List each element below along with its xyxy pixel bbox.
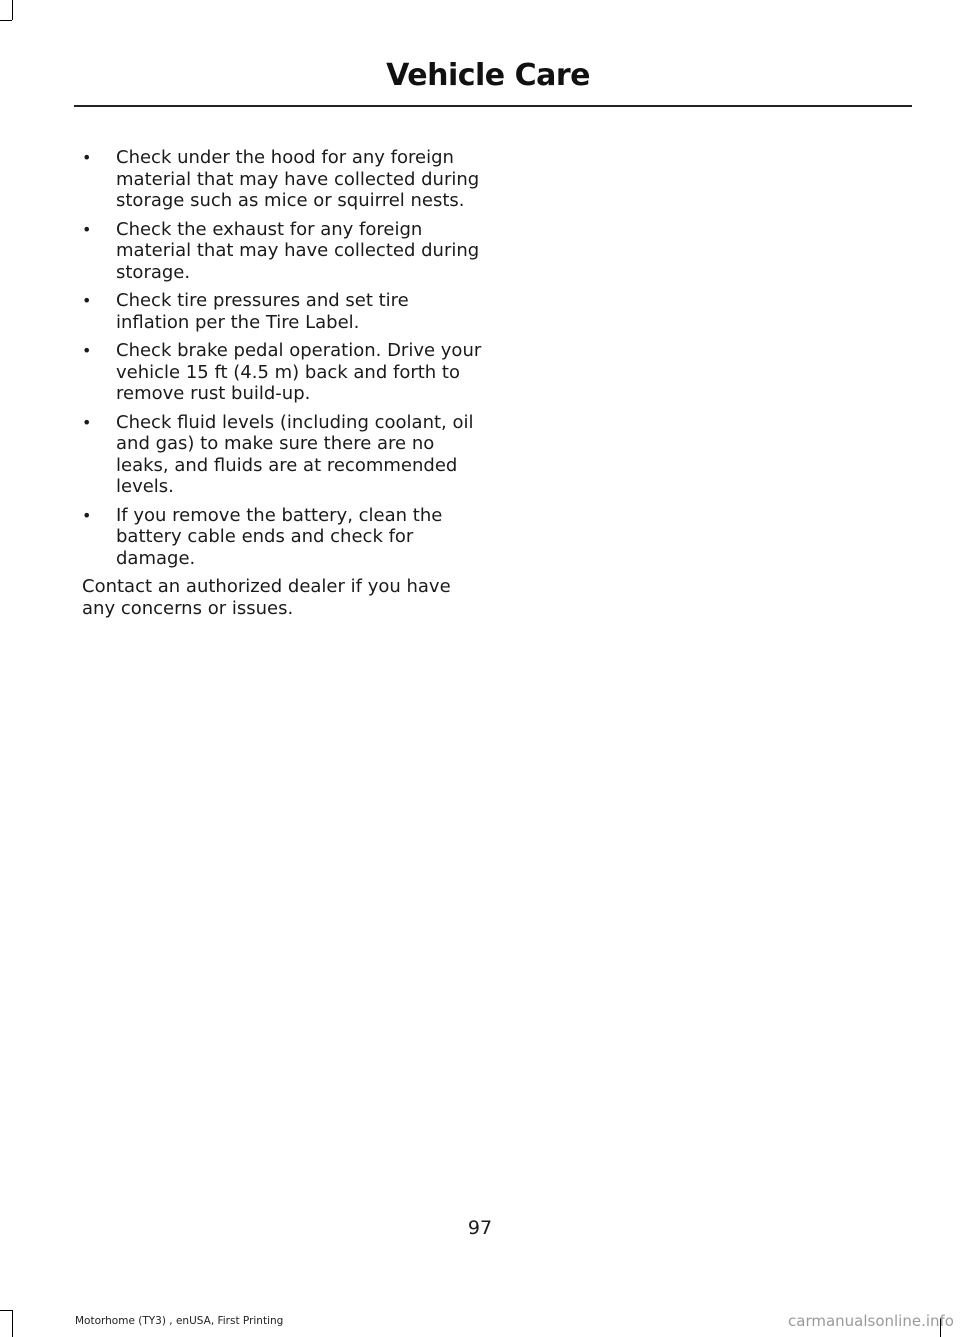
list-item xyxy=(82,290,482,333)
crop-mark-bottom-left-horizontal xyxy=(0,1310,12,1311)
body-paragraph: Contact an authorized dealer if you have any concerns or issues. xyxy=(82,576,451,619)
list-item xyxy=(82,147,482,212)
list-item-text: Check fluid levels (including coolant, oil and gas) to make sure there are no leaks, and fluids are at recommended levels. xyxy=(116,411,474,497)
main-content xyxy=(82,147,482,619)
list-item-text: Check under the hood for any foreign material that may have collected during storage such as mice or squirrel nests. xyxy=(116,147,480,211)
list-item-text: Check brake pedal operation. Drive your vehicle 15 ft (4.5 m) back and forth to remove rust build-up. xyxy=(116,340,482,404)
bullet-icon: • xyxy=(82,412,92,432)
bullet-icon: • xyxy=(82,341,92,360)
list-item xyxy=(82,219,482,284)
footer-text: Motorhome (TY3) , enUSA, First Printing xyxy=(75,1315,284,1327)
list-item-text: If you remove the battery, clean the battery cable ends and check for damage. xyxy=(116,504,443,569)
bullet-icon: • xyxy=(82,291,92,310)
list-item xyxy=(82,340,482,405)
crop-mark-top-left-vertical xyxy=(12,0,13,20)
bullet-icon: • xyxy=(82,505,92,525)
page-header-title: Vehicle Care xyxy=(386,58,590,93)
list-item-text: Check tire pressures and set tire inflation per the Tire Label. xyxy=(116,290,409,333)
crop-mark-bottom-left-vertical xyxy=(12,1310,13,1337)
list-item xyxy=(82,412,482,498)
header-divider xyxy=(74,105,912,107)
list-item xyxy=(82,505,482,570)
watermark-link[interactable]: carmanualsonline.info xyxy=(788,1312,954,1330)
list-item-text: Check the exhaust for any foreign material that may have collected during storage. xyxy=(116,218,480,283)
bullet-icon: • xyxy=(82,148,92,167)
bullet-list xyxy=(82,147,482,569)
bullet-icon: • xyxy=(82,219,92,239)
crop-mark-top-left-horizontal xyxy=(0,20,12,21)
page-number: 97 xyxy=(467,1217,493,1239)
